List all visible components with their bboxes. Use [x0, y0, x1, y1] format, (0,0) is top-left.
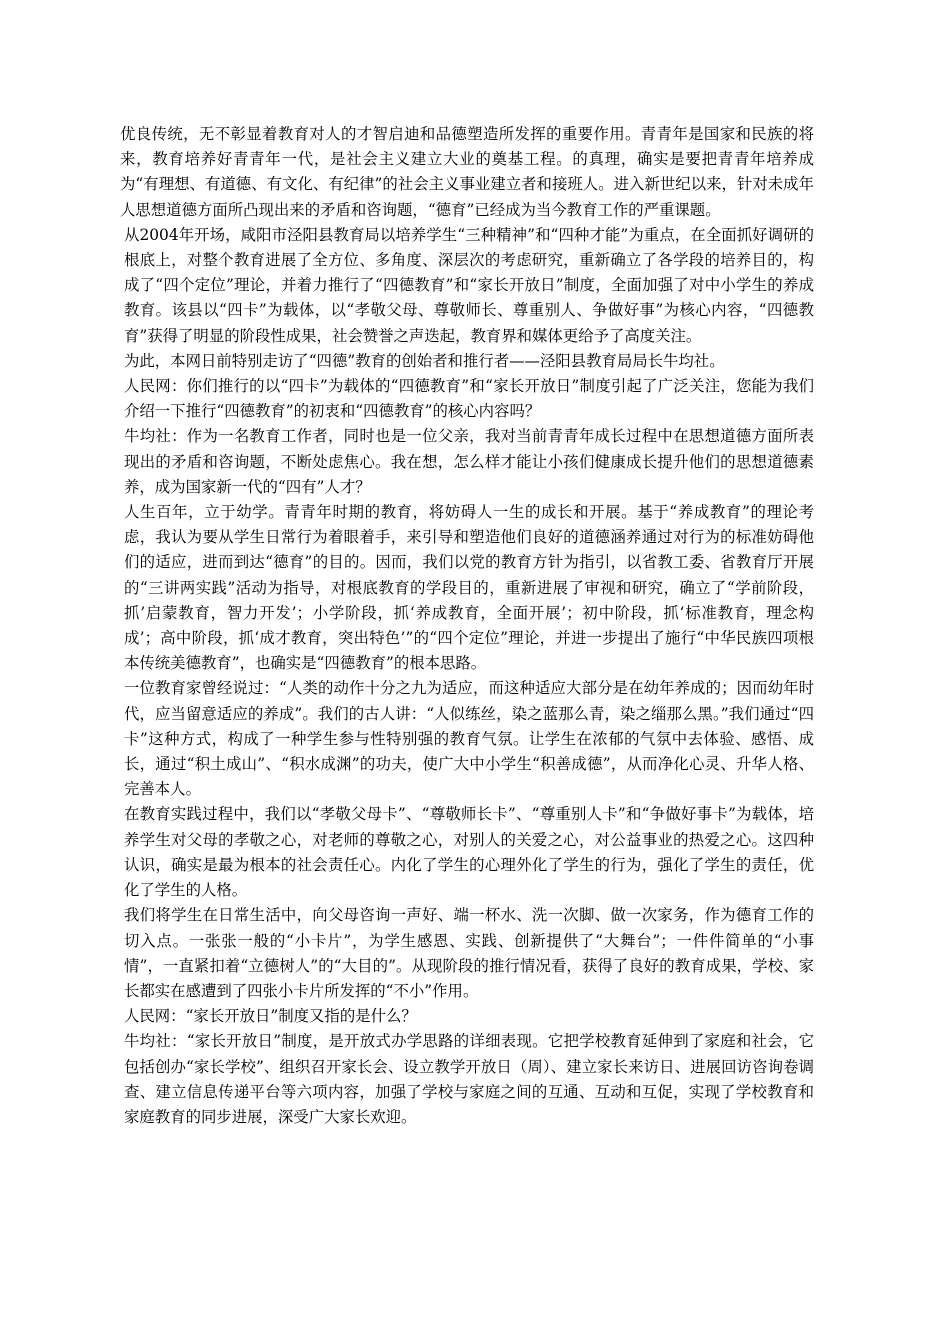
paragraph-answer-1: 牛均社：作为一名教育工作者，同时也是一位父亲，我对当前青青年成长过程中在思想道德方面所表现出的矛盾和咨询题，不断处虑焦心。我在想，怎么样才能让小孩们健康成长提升他们的思想道德素养，成为国家新一代的“四有”人才？ [124, 427, 814, 496]
paragraph-answer-1-cont: 人生百年，立于幼学。青青年时期的教育，将妨碍人一生的成长和开展。基于“养成教育”的理论考虑，我认为要从学生日常行为着眼着手，来引导和塑造他们良好的道德涵养通过对行为的标准妨碍他们的适应，进而到达“德育”的目的。因而，我们以党的教育方针为指引，以省教工委、省教育厅开展的“三讲两实践”活动为指导，对根底教育的学段目的，重新进展了审视和研究，确立了“学前阶段，抓’启蒙教育，智力开发’；小学阶段，抓‘养成教育，全面开展’；初中阶段，抓‘标准教育，理念构成’；高中阶段，抓‘成才教育，突出特色’”的“四个定位”理论，并进一步提出了施行“中华民族四项根本传统美德教育”，也确实是“四德教育”的根本思路。 [124, 503, 814, 673]
paragraph-background: 从2004年开场，咸阳市泾阳县教育局以培养学生“三种精神”和“四种才能”为重点，在全面抓好调研的根底上，对整个教育进展了全方位、多角度、深层次的考虑研究，重新确立了各学段的培养目的，构成了“四个定位”理论，并着力推行了“四德教育”和“家长开放日”制度，全面加强了对中小学生的养成教育。该县以“四卡”为载体，以“孝敬父母、尊敬师长、尊重别人、争做好事”为核心内容，“四德教育”获得了明显的阶段性成果，社会赞誉之声迭起，教育界和媒体更给予了高度关注。 [124, 225, 814, 345]
paragraph-visit: 为此，本网日前特别走访了“四德”教育的创始者和推行者——泾阳县教育局局长牛均社。 [124, 351, 725, 370]
paragraph-answer-2: 牛均社：“家长开放日”制度，是开放式办学思路的详细表现。它把学校教育延伸到了家庭和社会，它包括创办“家长学校”、组织召开家长会、设立教学开放日（周）、建立家长来访日、进展回访咨询卷调查、建立信息传递平台等六项内容，加强了学校与家庭之间的互通、互动和互促，实现了学校教育和家庭教育的同步进展，深受广大家长欢迎。 [124, 1032, 814, 1126]
document-page [120, 122, 814, 1130]
paragraph-daily-life: 我们将学生在日常生活中，向父母咨询一声好、端一杯水、洗一次脚、做一次家务，作为德育工作的切入点。一张张一般的“小卡片”，为学生感恩、实践、创新提供了“大舞台”；一件件简单的“小事情”，一直紧扣着“立德树人”的“大目的”。从现阶段的推行情况看，获得了良好的教育成果，学校、家长都实在感遭到了四张小卡片所发挥的“不小”作用。 [124, 906, 814, 1000]
paragraph-intro: 优良传统，无不彰显着教育对人的才智启迪和品德塑造所发挥的重要作用。青青年是国家和民族的将来，教育培养好青青年一代，是社会主义建立大业的奠基工程。的真理，确实是要把青青年培养成为“有理想、有道德、有文化、有纪律”的社会主义事业建立者和接班人。进入新世纪以来，针对未成年人思想道德方面所凸现出来的矛盾和咨询题，“德育”已经成为当今教育工作的严重课题。 [120, 125, 814, 219]
paragraph-question-2: 人民网：“家长开放日”制度又指的是什么？ [124, 1007, 417, 1026]
paragraph-practice: 在教育实践过程中，我们以“孝敬父母卡”、“尊敬师长卡”、“尊重别人卡”和“争做好事卡”为载体，培养学生对父母的孝敬之心，对老师的尊敬之心，对别人的关爱之心，对公益事业的热爱之心。这四种认识，确实是最为根本的社会责任心。内化了学生的心理外化了学生的行为，强化了学生的责任，优化了学生的人格。 [124, 805, 814, 900]
paragraph-question-1: 人民网：你们推行的以“四卡”为载体的“四德教育”和“家长开放日”制度引起了广泛关注，您能为我们介绍一下推行“四德教育”的初衷和“四德教育”的核心内容吗？ [124, 377, 814, 421]
paragraph-educator-quote: 一位教育家曾经说过：“人类的动作十分之九为适应，而这种适应大部分是在幼年养成的；因而幼年时代，应当留意适应的养成”。我们的古人讲：“人似练丝，染之蓝那么青，染之缁那么黑。”我们通过“四卡”这种方式，构成了一种学生参与性特别强的教育气氛。让学生在浓郁的气氛中去体验、感悟、成长，通过“积土成山”、“积水成渊”的功夫，使广大中小学生“积善成德”，从而净化心灵、升华人格、完善本人。 [124, 679, 814, 799]
